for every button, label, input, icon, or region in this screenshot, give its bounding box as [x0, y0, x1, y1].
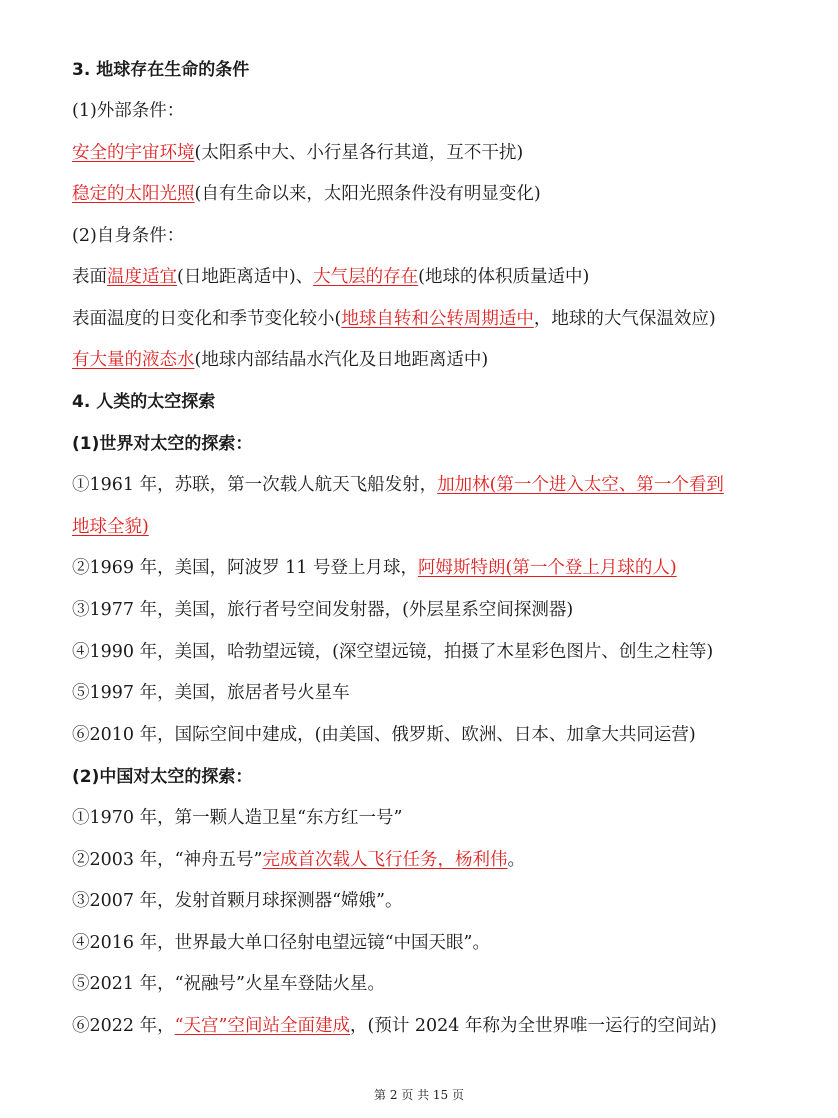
body-text: 表面温度的日变化和季节变化较小(	[72, 309, 342, 329]
world-item-2	[72, 556, 677, 580]
highlight-text: “天宫”空间站全面建成	[174, 1016, 351, 1036]
body-text: ②2003 年，“神舟五号”	[72, 850, 263, 870]
section-3-heading: 3. 地球存在生命的条件	[72, 60, 250, 80]
highlight-text: 阿姆斯特朗(第一个登上月球的人)	[418, 558, 677, 578]
highlight-text: 完成首次载人飞行任务，杨利伟	[262, 850, 508, 870]
highlight-text: 地球全貌	[72, 517, 142, 537]
body-text: ①1961 年，苏联，第一次载人航天飞船发射，	[72, 475, 438, 495]
highlight-text: 有大量的液态水	[72, 350, 195, 370]
world-item-6: ⑥2010 年，国际空间中建成，(由美国、俄罗斯、欧洲、日本、加拿大共同运营)	[72, 725, 696, 745]
internal-conditions-label: (2)自身条件：	[72, 226, 185, 246]
china-item-6	[72, 1014, 717, 1038]
body-text: 。	[507, 850, 525, 870]
world-item-4: ④1990 年，美国，哈勃望远镜，(深空望远镜，拍摄了木星彩色图片、创生之柱等)	[72, 642, 714, 662]
world-item-5: ⑤1997 年，美国，旅居者号火星车	[72, 683, 350, 703]
external-conditions-label: (1)外部条件：	[72, 101, 185, 121]
internal-condition-1	[72, 265, 589, 289]
world-item-1-continued	[72, 515, 149, 539]
external-condition-1	[72, 141, 523, 165]
body-text: ②1969 年，美国，阿波罗 11 号登上月球，	[72, 558, 418, 578]
world-exploration-label: (1)世界对太空的探索：	[72, 434, 253, 454]
china-exploration-label: (2)中国对太空的探索：	[72, 767, 253, 787]
page-footer: 第 2 页 共 15 页	[374, 1088, 464, 1102]
body-text: (日地距离适中)、	[177, 267, 314, 287]
body-text: (自有生命以来，太阳光照条件没有明显变化)	[194, 184, 541, 204]
world-item-1	[72, 473, 724, 497]
body-text: ⑥2022 年，	[72, 1016, 175, 1036]
world-item-3: ③1977 年，美国，旅行者号空间发射器，(外层星系空间探测器)	[72, 600, 574, 620]
highlight-text: 稳定的太阳光照	[72, 184, 195, 204]
highlight-text: 地球自转和公转周期适中	[341, 309, 534, 329]
body-text: ，(预计 2024 年称为全世界唯一运行的空间站)	[350, 1016, 717, 1036]
highlight-text: 大气层的存在	[313, 267, 419, 287]
body-text: 表面	[72, 267, 107, 287]
internal-condition-2	[72, 307, 716, 331]
china-item-3: ③2007 年，发射首颗月球探测器“嫦娥”。	[72, 891, 403, 911]
highlight-text: )	[142, 517, 149, 537]
china-item-5: ⑤2021 年，“祝融号”火星车登陆火星。	[72, 974, 385, 994]
body-text: ，地球的大气保温效应)	[533, 309, 716, 329]
body-text: (太阳系中大、小行星各行其道，互不干扰)	[194, 143, 524, 163]
highlight-text: 加加林(第一个进入太空、第一个看到	[437, 475, 724, 495]
highlight-text: 安全的宇宙环境	[72, 143, 195, 163]
china-item-2	[72, 848, 525, 872]
section-4-heading: 4. 人类的太空探索	[72, 392, 216, 412]
internal-condition-3	[72, 348, 488, 372]
external-condition-2	[72, 182, 541, 206]
china-item-4: ④2016 年，世界最大单口径射电望远镜“中国天眼”。	[72, 933, 490, 953]
highlight-text: 温度适宜	[107, 267, 177, 287]
body-text: (地球内部结晶水汽化及日地距离适中)	[194, 350, 489, 370]
china-item-1: ①1970 年，第一颗人造卫星“东方红一号”	[72, 808, 403, 828]
body-text: (地球的体积质量适中)	[418, 267, 590, 287]
